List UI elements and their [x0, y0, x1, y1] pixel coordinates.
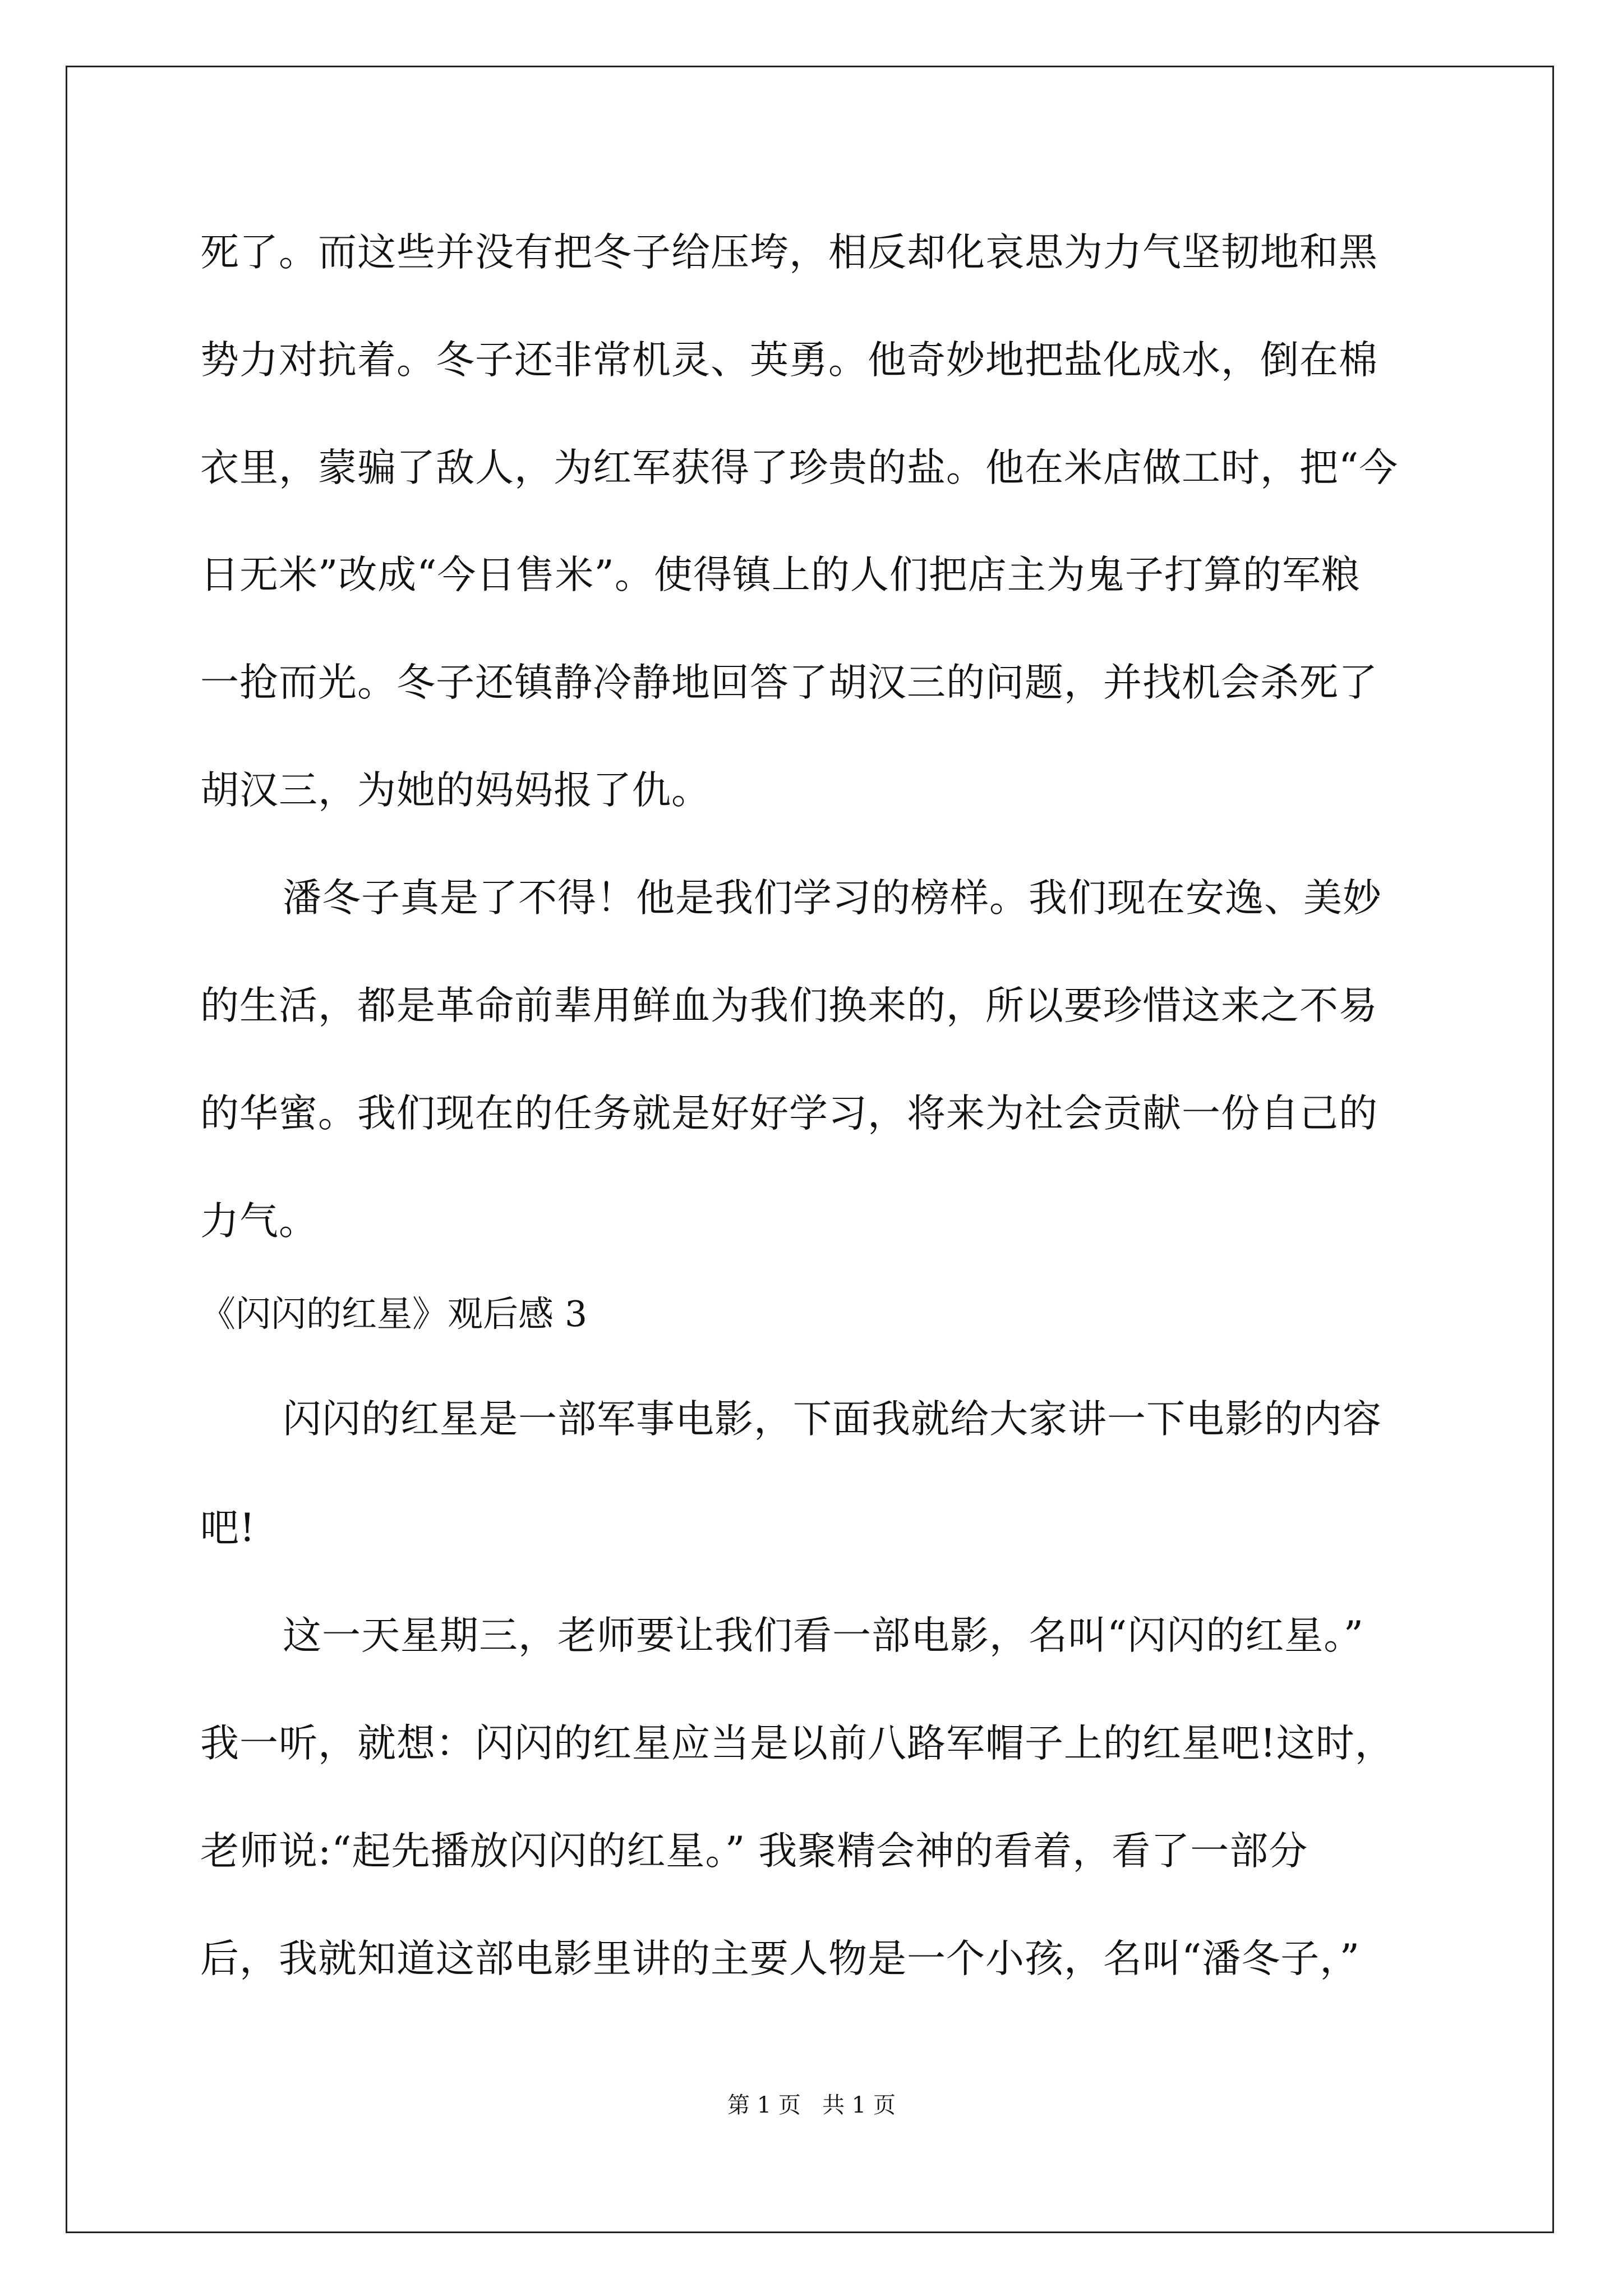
- paragraph-line: 日无米”改成“今日售米”。使得镇上的人们把店主为鬼子打算的军粮: [200, 553, 1361, 597]
- paragraph-line: 老师说:“起先播放闪闪的红星。” 我聚精会神的看着，看了一部分: [200, 1829, 1308, 1874]
- paragraph-line: 潘冬子真是了不得！他是我们学习的榜样。我们现在安逸、美妙: [283, 876, 1382, 921]
- page-footer: 第 1 页 共 1 页: [727, 2092, 896, 2118]
- paragraph-line: 死了。而这些并没有把冬子给压垮，相反却化哀思为力气坚韧地和黑: [200, 230, 1378, 275]
- paragraph-line: 胡汉三，为她的妈妈报了仇。: [200, 768, 711, 813]
- paragraph-line: 的华蜜。我们现在的任务就是好好学习，将来为社会贡献一份自己的: [200, 1091, 1378, 1136]
- paragraph-line: 的生活，都是革命前辈用鲜血为我们换来的，所以要珍惜这来之不易: [200, 983, 1378, 1028]
- paragraph-line: 一抢而光。冬子还镇静冷静地回答了胡汉三的问题，并找机会杀死了: [200, 660, 1378, 705]
- paragraph-line: 这一天星期三，老师要让我们看一部电影，名叫“闪闪的红星。”: [283, 1613, 1364, 1658]
- paragraph-line: 后，我就知道这部电影里讲的主要人物是一个小孩，名叫“潘冬子，”: [200, 1936, 1361, 1981]
- paragraph-line: 力气。: [200, 1199, 318, 1244]
- paragraph-line: 势力对抗着。冬子还非常机灵、英勇。他奇妙地把盐化成水，倒在棉: [200, 338, 1378, 383]
- paragraph-line: 吧!: [200, 1506, 256, 1550]
- section-heading: 《闪闪的红星》观后感 3: [200, 1294, 588, 1335]
- paragraph-line: 闪闪的红星是一部军事电影，下面我就给大家讲一下电影的内容: [283, 1397, 1382, 1442]
- paragraph-line: 衣里，蒙骗了敌人，为红军获得了珍贵的盐。他在米店做工时，把“今: [200, 445, 1399, 490]
- page-border: [66, 66, 1554, 2233]
- paragraph-line: 我一听，就想：闪闪的红星应当是以前八路军帽子上的红星吧!这时，: [200, 1721, 1394, 1766]
